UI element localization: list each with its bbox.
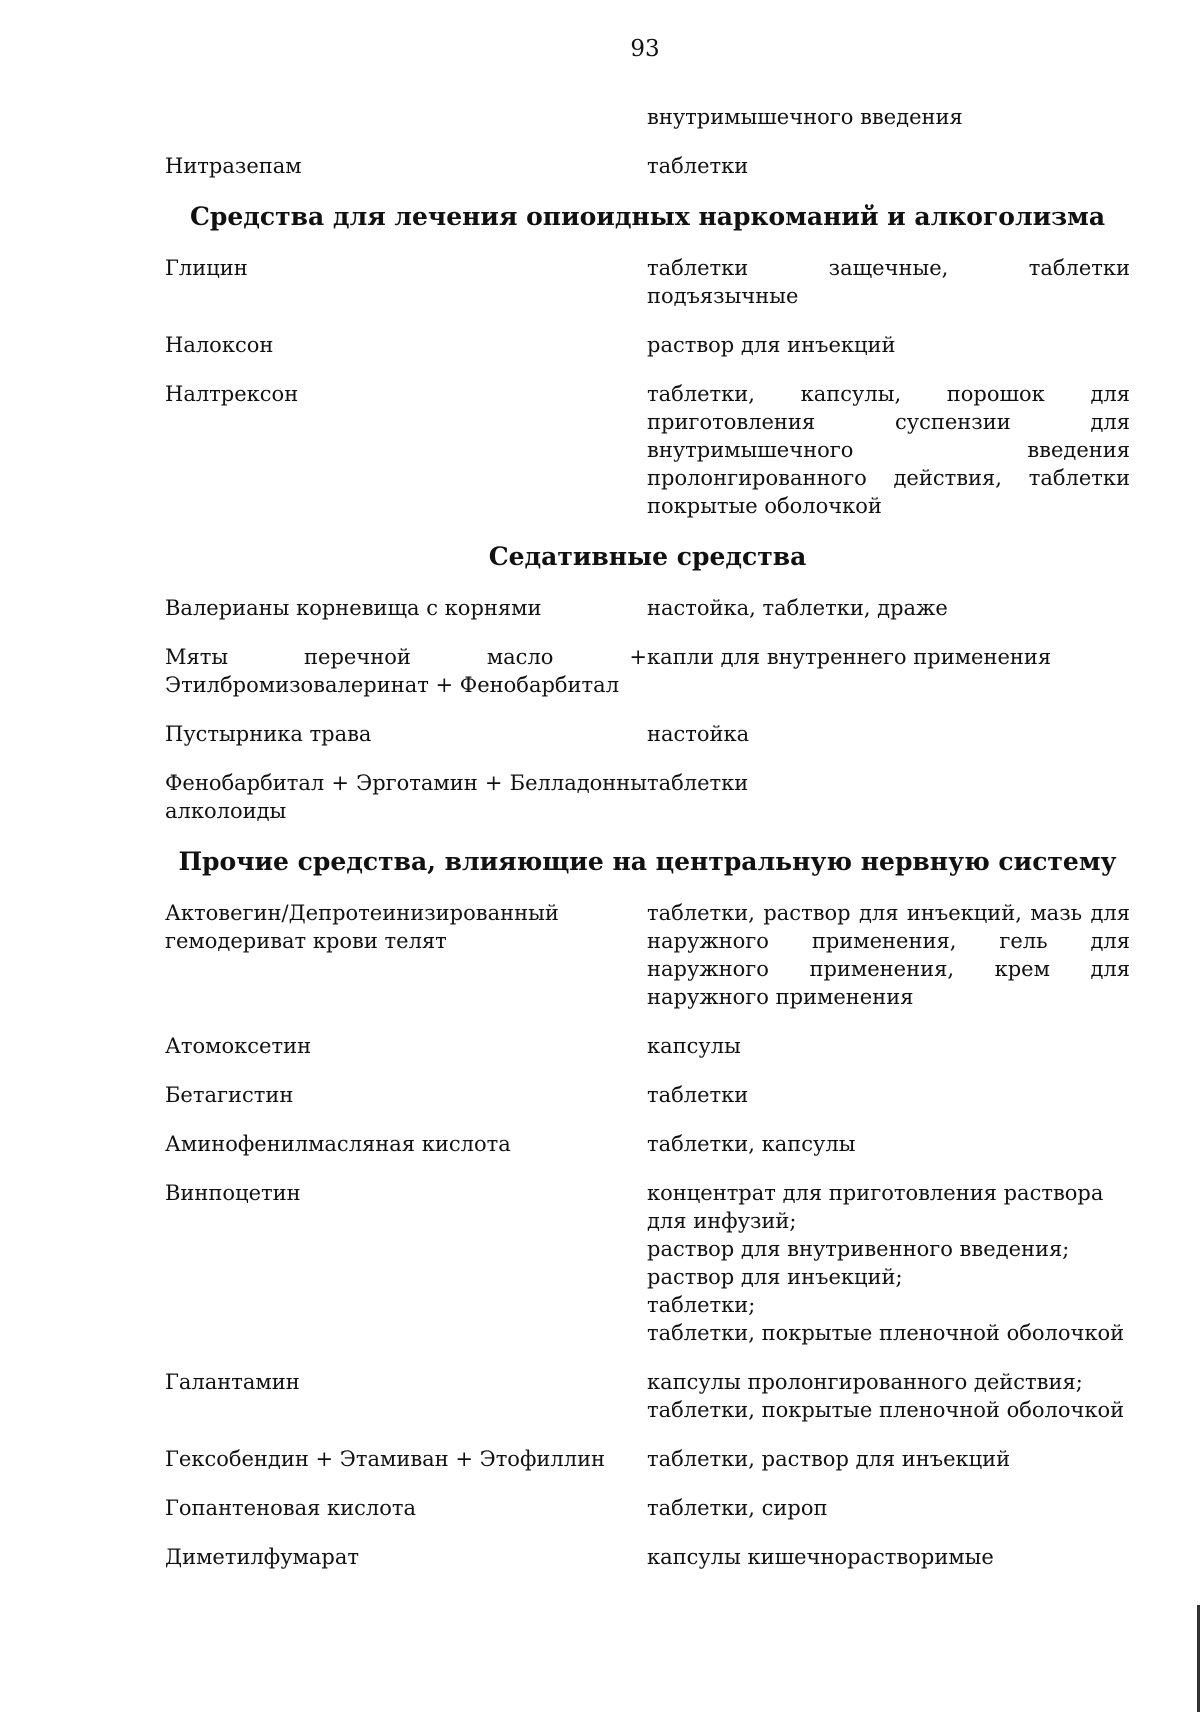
- drug-name: [165, 103, 647, 131]
- drug-form-line: таблетки, покрытые пленочной оболочкой: [647, 1398, 1125, 1422]
- drug-form-line: таблетки защечные, таблетки подъязычные: [647, 256, 1130, 308]
- drug-name: Бетагистин: [165, 1083, 294, 1107]
- drug-form: [647, 254, 1130, 310]
- drug-name: Атомоксетин: [165, 1034, 312, 1058]
- drug-form-line: капсулы: [647, 1034, 741, 1058]
- drug-row: [165, 331, 1130, 359]
- drug-row: [165, 1081, 1130, 1109]
- drug-form-line: таблетки: [647, 771, 749, 795]
- drug-form-line: капсулы пролонгированного действия;: [647, 1370, 1083, 1394]
- drug-name: Глицин: [165, 256, 248, 280]
- drug-name: Пустырника трава: [165, 722, 372, 746]
- drug-row: [165, 1179, 1130, 1347]
- drug-row: [165, 254, 1130, 310]
- drug-form: [647, 331, 1130, 359]
- drug-name: Гексобендин + Этамиван + Этофиллин: [165, 1447, 606, 1471]
- drug-form-line: таблетки, капсулы: [647, 1132, 856, 1156]
- drug-form-line: раствор для внутривенного введения;: [647, 1237, 1070, 1261]
- drug-form-line: таблетки, сироп: [647, 1496, 828, 1520]
- drug-form: [647, 1130, 1130, 1158]
- drug-form-line: таблетки;: [647, 1293, 756, 1317]
- drug-form: [647, 1543, 1130, 1571]
- page-number: 93: [630, 36, 660, 62]
- drug-form: [647, 1081, 1130, 1109]
- drug-form-line: таблетки, раствор для инъекций, мазь для наружного применения, гель для наружного применения, крем для наружного применения: [647, 901, 1130, 1009]
- drug-list: [165, 103, 1130, 1592]
- drug-form: внутримышечного введения: [647, 105, 963, 129]
- drug-row: [165, 769, 1130, 825]
- drug-row: [165, 720, 1130, 748]
- drug-form-line: настойка: [647, 722, 750, 746]
- drug-form-line: настойка, таблетки, драже: [647, 596, 948, 620]
- section-title: Средства для лечения опиоидных наркоманий и алкоголизма: [189, 202, 1106, 231]
- drug-form-line: таблетки: [647, 1083, 749, 1107]
- drug-form: [647, 1179, 1130, 1347]
- drug-name: Актовегин/Депротеинизированный гемодериват крови телят: [165, 901, 559, 953]
- drug-form-line: раствор для инъекций: [647, 333, 896, 357]
- drug-row: [165, 1543, 1130, 1571]
- drug-name: Галантамин: [165, 1370, 300, 1394]
- drug-name: Фенобарбитал + Эрготамин + Белладонны алколоиды: [165, 771, 647, 823]
- drug-form: [647, 594, 1130, 622]
- drug-form: [647, 643, 1130, 699]
- drug-row: [165, 594, 1130, 622]
- drug-form: [647, 1445, 1130, 1473]
- drug-form: [647, 152, 1130, 180]
- drug-row: [165, 1130, 1130, 1158]
- drug-row: [165, 1032, 1130, 1060]
- drug-form: [647, 1494, 1130, 1522]
- drug-form: [647, 1032, 1130, 1060]
- drug-row: [165, 643, 1130, 699]
- drug-form: [647, 380, 1130, 520]
- drug-form-line: раствор для инъекций;: [647, 1265, 903, 1289]
- drug-form-line: таблетки: [647, 154, 749, 178]
- section: [165, 201, 1130, 520]
- section-title: Седативные средства: [488, 542, 807, 571]
- drug-form-line: концентрат для приготовления раствора для инфузий;: [647, 1181, 1104, 1233]
- drug-name: Аминофенилмасляная кислота: [165, 1132, 511, 1156]
- continuation-row: [165, 103, 1130, 131]
- drug-name: Мяты перечной масло + Этилбромизовалеринат + Фенобарбитал: [165, 645, 647, 697]
- drug-name: Нитразепам: [165, 154, 302, 178]
- drug-row: [165, 899, 1130, 1011]
- drug-name: Налоксон: [165, 333, 274, 357]
- drug-row: [165, 1445, 1130, 1473]
- sections: [165, 201, 1130, 1571]
- section-title: Прочие средства, влияющие на центральную нервную систему: [178, 847, 1117, 876]
- section: [165, 846, 1130, 1571]
- drug-form: [647, 899, 1130, 1011]
- drug-form-line: капсулы кишечнорастворимые: [647, 1545, 994, 1569]
- pre-rows: [165, 152, 1130, 180]
- drug-row: [165, 1368, 1130, 1424]
- drug-row: [165, 152, 1130, 180]
- drug-name: Гопантеновая кислота: [165, 1496, 417, 1520]
- drug-form-line: таблетки, покрытые пленочной оболочкой: [647, 1321, 1125, 1345]
- section: [165, 541, 1130, 825]
- drug-name: Налтрексон: [165, 382, 299, 406]
- drug-form-line: капли для внутреннего применения: [647, 645, 1052, 669]
- drug-form: [647, 1368, 1130, 1424]
- drug-form-line: таблетки, капсулы, порошок для приготовления суспензии для внутримышечного введения пролонгированного действия, таблетки покрытые оболочкой: [647, 382, 1130, 518]
- drug-name: Валерианы корневища с корнями: [165, 596, 542, 620]
- drug-row: [165, 1494, 1130, 1522]
- drug-form: [647, 769, 1130, 825]
- drug-form-line: таблетки, раствор для инъекций: [647, 1447, 1011, 1471]
- drug-name: Диметилфумарат: [165, 1545, 360, 1569]
- drug-row: [165, 380, 1130, 520]
- drug-name: Винпоцетин: [165, 1181, 301, 1205]
- drug-form: [647, 720, 1130, 748]
